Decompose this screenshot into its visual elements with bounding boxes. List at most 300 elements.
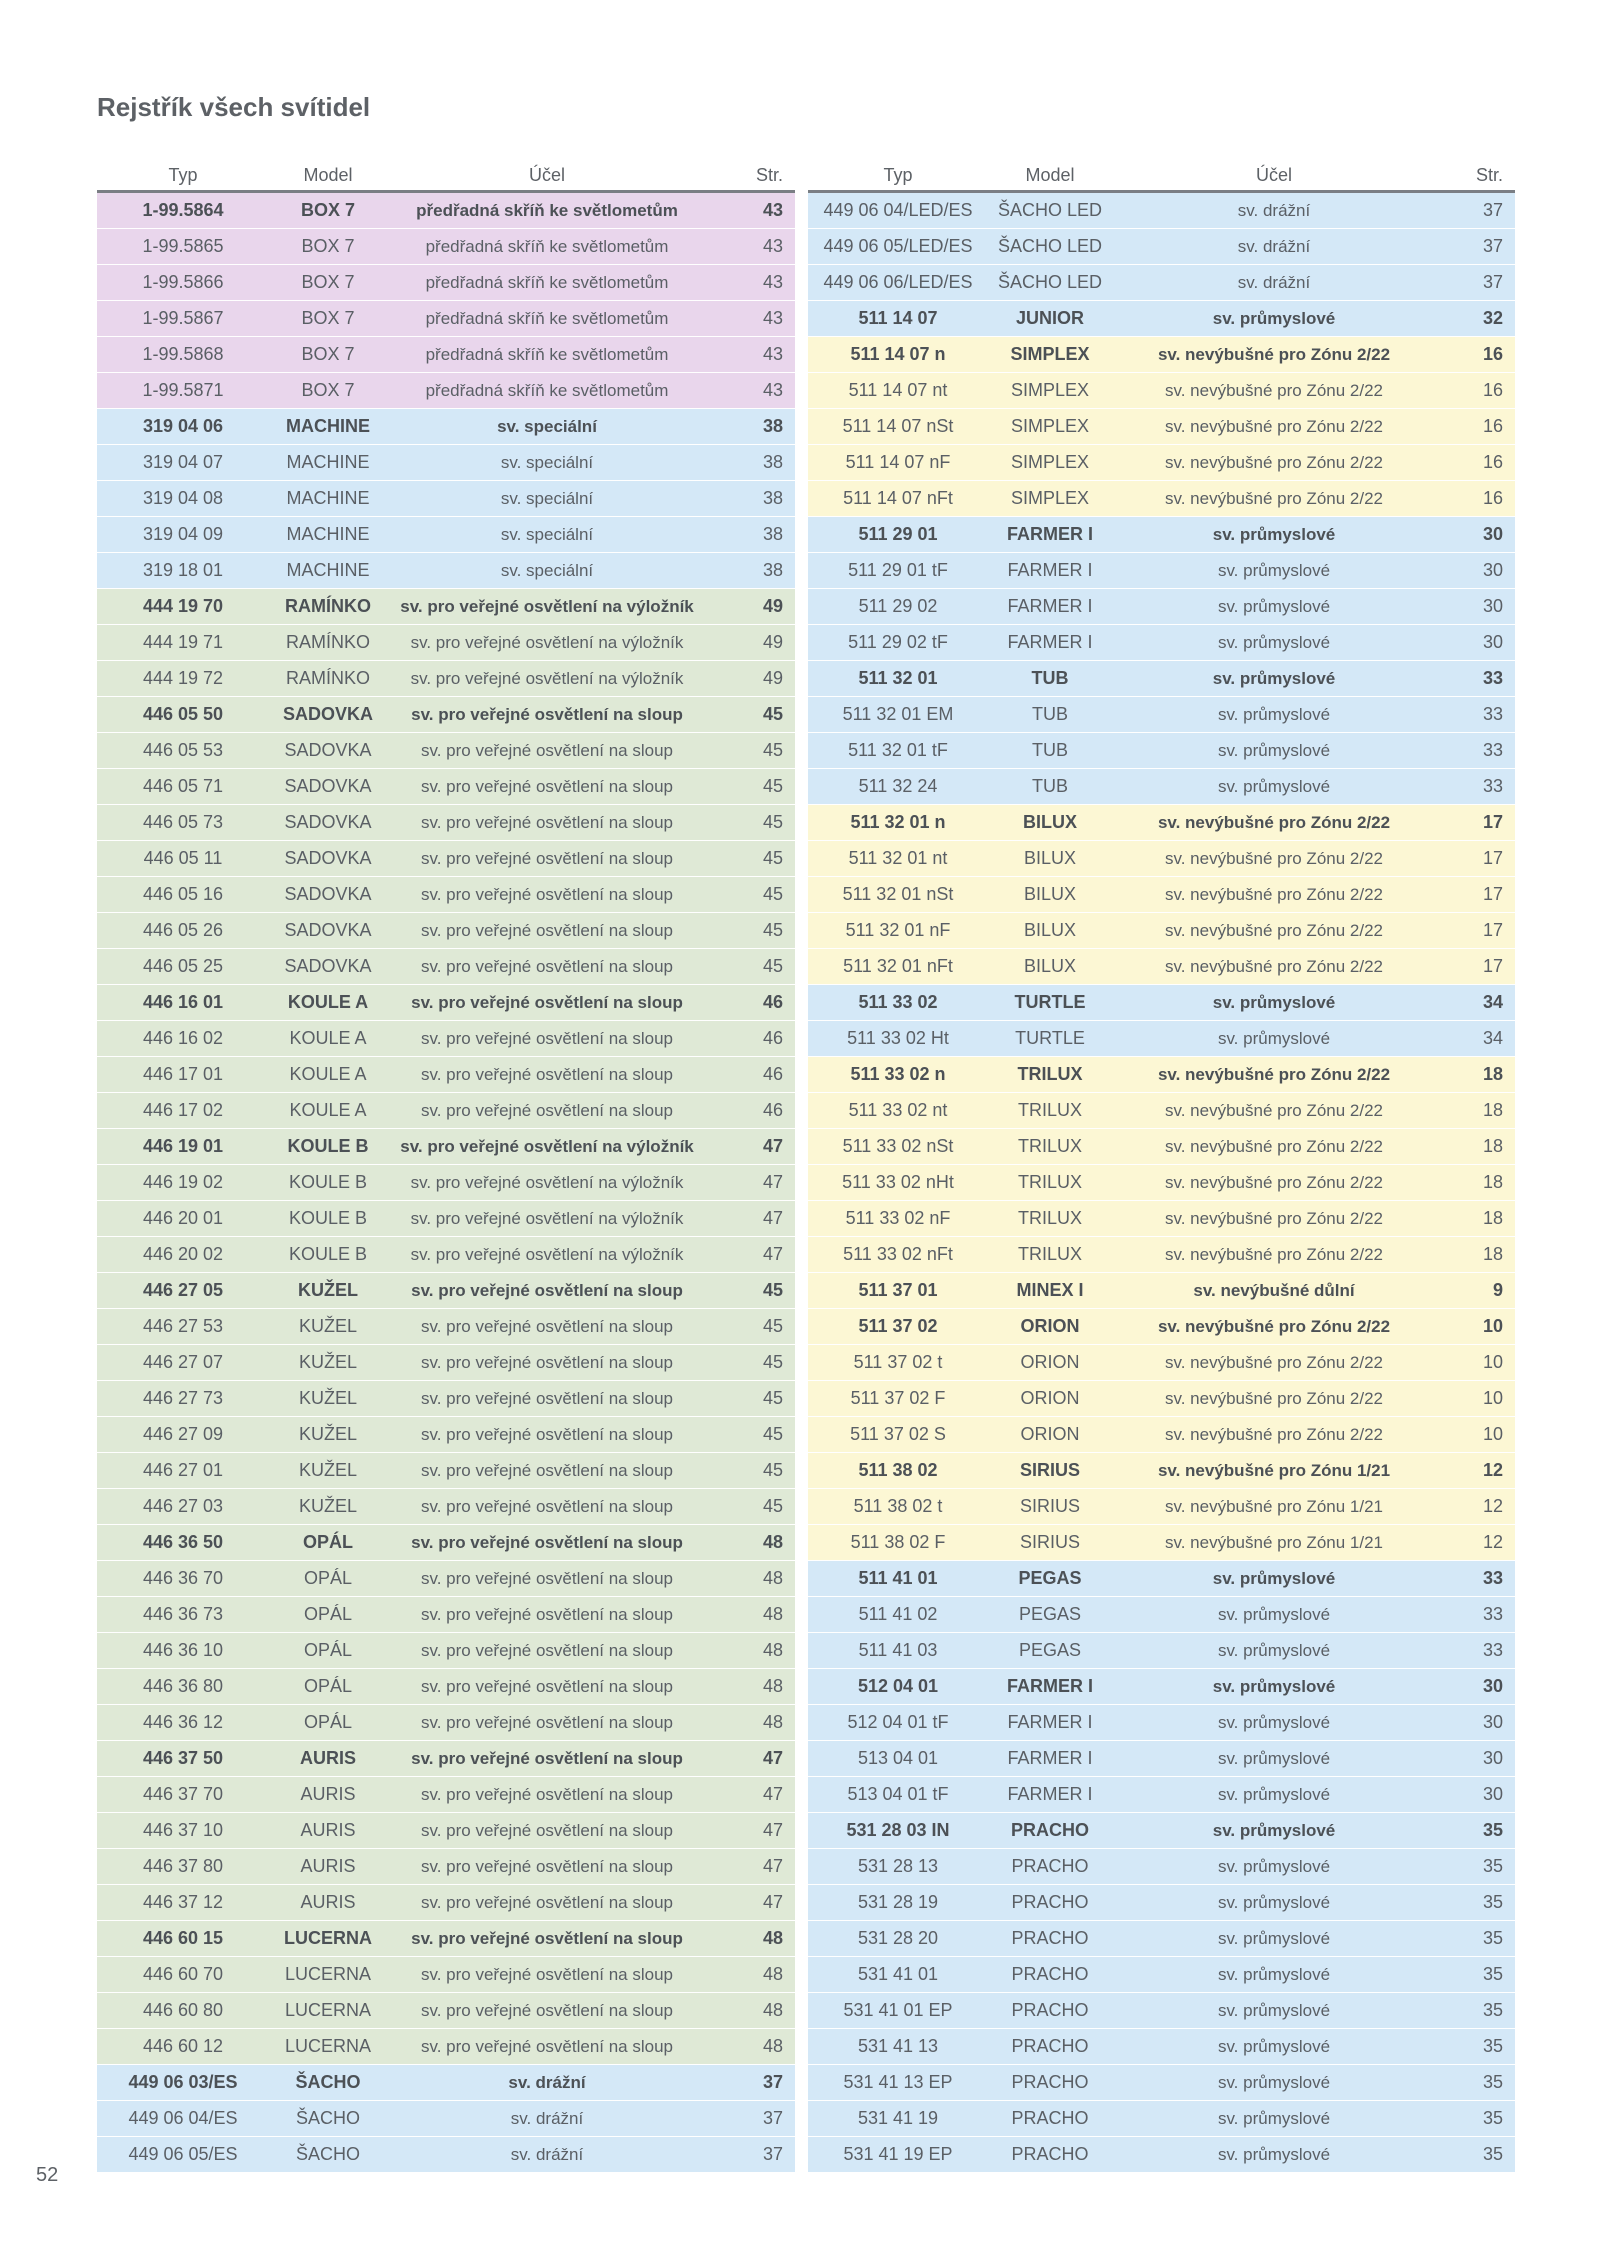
table-row — [808, 1561, 1515, 1597]
cell-str: 33 — [1436, 1597, 1515, 1633]
table-row — [808, 301, 1515, 337]
table-row — [97, 192, 795, 229]
cell-str: 35 — [1436, 1813, 1515, 1849]
table-row — [97, 337, 795, 373]
cell-model: BILUX — [988, 913, 1112, 949]
cell-ucel: sv. pro veřejné osvětlení na sloup — [387, 1093, 707, 1129]
cell-str: 17 — [1436, 805, 1515, 841]
cell-ucel: sv. drážní — [387, 2137, 707, 2173]
cell-typ: 511 14 07 nFt — [808, 481, 988, 517]
cell-model: PRACHO — [988, 1849, 1112, 1885]
cell-model: ORION — [988, 1309, 1112, 1345]
table-row — [808, 1633, 1515, 1669]
cell-model: TURTLE — [988, 1021, 1112, 1057]
table-row — [97, 409, 795, 445]
cell-typ: 511 33 02 nSt — [808, 1129, 988, 1165]
cell-str: 10 — [1436, 1417, 1515, 1453]
cell-typ: 449 06 04/LED/ES — [808, 192, 988, 229]
table-row — [97, 229, 795, 265]
cell-str: 34 — [1436, 1021, 1515, 1057]
cell-ucel: sv. pro veřejné osvětlení na sloup — [387, 1489, 707, 1525]
table-row — [808, 1093, 1515, 1129]
cell-ucel: sv. nevýbušné pro Zónu 2/22 — [1112, 913, 1436, 949]
page-number: 52 — [36, 2164, 59, 2186]
cell-typ: 531 41 13 — [808, 2029, 988, 2065]
cell-str: 47 — [707, 1201, 795, 1237]
cell-ucel: sv. průmyslové — [1112, 625, 1436, 661]
cell-str: 46 — [707, 1093, 795, 1129]
cell-ucel: sv. pro veřejné osvětlení na sloup — [387, 1813, 707, 1849]
cell-str: 18 — [1436, 1201, 1515, 1237]
cell-str: 18 — [1436, 1093, 1515, 1129]
cell-typ: 446 27 09 — [97, 1417, 269, 1453]
table-row — [97, 1957, 795, 1993]
table-row — [808, 229, 1515, 265]
cell-ucel: sv. průmyslové — [1112, 1633, 1436, 1669]
table-row — [808, 517, 1515, 553]
cell-str: 48 — [707, 1921, 795, 1957]
cell-ucel: sv. nevýbušné pro Zónu 2/22 — [1112, 337, 1436, 373]
cell-model: AURIS — [269, 1813, 387, 1849]
cell-str: 17 — [1436, 949, 1515, 985]
cell-typ: 449 06 05/LED/ES — [808, 229, 988, 265]
cell-ucel: sv. nevýbušné pro Zónu 2/22 — [1112, 841, 1436, 877]
cell-typ: 511 14 07 nSt — [808, 409, 988, 445]
cell-model: KUŽEL — [269, 1309, 387, 1345]
cell-ucel: sv. průmyslové — [1112, 1813, 1436, 1849]
cell-ucel: sv. průmyslové — [1112, 2137, 1436, 2173]
cell-ucel: sv. pro veřejné osvětlení na sloup — [387, 1057, 707, 1093]
cell-typ: 446 05 71 — [97, 769, 269, 805]
table-row — [808, 661, 1515, 697]
table-row — [97, 1381, 795, 1417]
cell-ucel: sv. průmyslové — [1112, 2029, 1436, 2065]
table-row — [97, 697, 795, 733]
table-row — [97, 589, 795, 625]
cell-str: 48 — [707, 1597, 795, 1633]
cell-model: KUŽEL — [269, 1453, 387, 1489]
cell-typ: 446 37 80 — [97, 1849, 269, 1885]
cell-model: BILUX — [988, 841, 1112, 877]
cell-str: 45 — [707, 949, 795, 985]
cell-typ: 511 33 02 nFt — [808, 1237, 988, 1273]
cell-typ: 531 28 13 — [808, 1849, 988, 1885]
cell-typ: 512 04 01 — [808, 1669, 988, 1705]
cell-str: 16 — [1436, 445, 1515, 481]
cell-str: 45 — [707, 1309, 795, 1345]
cell-model: SADOVKA — [269, 697, 387, 733]
cell-ucel: sv. pro veřejné osvětlení na sloup — [387, 1705, 707, 1741]
cell-model: TRILUX — [988, 1165, 1112, 1201]
cell-model: SIMPLEX — [988, 337, 1112, 373]
table-row — [808, 481, 1515, 517]
cell-model: ŠACHO — [269, 2101, 387, 2137]
cell-typ: 446 05 73 — [97, 805, 269, 841]
cell-str: 35 — [1436, 2137, 1515, 2173]
cell-ucel: sv. průmyslové — [1112, 661, 1436, 697]
cell-ucel: sv. nevýbušné pro Zónu 2/22 — [1112, 1237, 1436, 1273]
table-row — [97, 1705, 795, 1741]
cell-typ: 511 14 07 nF — [808, 445, 988, 481]
cell-ucel: sv. nevýbušné pro Zónu 2/22 — [1112, 1309, 1436, 1345]
cell-str: 33 — [1436, 697, 1515, 733]
cell-typ: 511 32 01 nt — [808, 841, 988, 877]
cell-ucel: sv. pro veřejné osvětlení na sloup — [387, 1633, 707, 1669]
header-model: Model — [269, 152, 387, 192]
cell-ucel: sv. pro veřejné osvětlení na sloup — [387, 1849, 707, 1885]
cell-typ: 446 60 12 — [97, 2029, 269, 2065]
table-row — [97, 2101, 795, 2137]
cell-ucel: sv. průmyslové — [1112, 697, 1436, 733]
cell-str: 34 — [1436, 985, 1515, 1021]
table-row — [97, 265, 795, 301]
header-typ: Typ — [808, 152, 988, 192]
cell-str: 48 — [707, 1993, 795, 2029]
cell-ucel: sv. pro veřejné osvětlení na výložník — [387, 1165, 707, 1201]
cell-str: 48 — [707, 1525, 795, 1561]
cell-model: AURIS — [269, 1849, 387, 1885]
cell-ucel: předřadná skříň ke světlometům — [387, 192, 707, 229]
cell-typ: 446 37 70 — [97, 1777, 269, 1813]
cell-model: FARMER I — [988, 553, 1112, 589]
cell-str: 45 — [707, 805, 795, 841]
table-row — [808, 769, 1515, 805]
cell-str: 45 — [707, 1453, 795, 1489]
cell-typ: 1-99.5864 — [97, 192, 269, 229]
cell-str: 45 — [707, 1273, 795, 1309]
cell-typ: 511 38 02 t — [808, 1489, 988, 1525]
cell-typ: 446 36 12 — [97, 1705, 269, 1741]
cell-ucel: sv. pro veřejné osvětlení na sloup — [387, 769, 707, 805]
cell-model: ŠACHO LED — [988, 192, 1112, 229]
cell-model: KOULE B — [269, 1237, 387, 1273]
cell-model: FARMER I — [988, 1777, 1112, 1813]
cell-ucel: sv. pro veřejné osvětlení na výložník — [387, 589, 707, 625]
table-row — [97, 949, 795, 985]
table-row — [97, 661, 795, 697]
cell-typ: 319 04 07 — [97, 445, 269, 481]
cell-model: SADOVKA — [269, 769, 387, 805]
cell-ucel: sv. pro veřejné osvětlení na výložník — [387, 661, 707, 697]
cell-str: 10 — [1436, 1309, 1515, 1345]
cell-ucel: sv. průmyslové — [1112, 1741, 1436, 1777]
cell-model: ŠACHO — [269, 2065, 387, 2101]
cell-typ: 446 27 01 — [97, 1453, 269, 1489]
cell-ucel: sv. drážní — [1112, 265, 1436, 301]
cell-str: 32 — [1436, 301, 1515, 337]
cell-typ: 446 05 50 — [97, 697, 269, 733]
cell-typ: 511 41 02 — [808, 1597, 988, 1633]
cell-str: 37 — [1436, 192, 1515, 229]
cell-model: SIMPLEX — [988, 409, 1112, 445]
cell-ucel: sv. speciální — [387, 445, 707, 481]
cell-model: TUB — [988, 733, 1112, 769]
cell-typ: 446 27 53 — [97, 1309, 269, 1345]
cell-model: RAMÍNKO — [269, 661, 387, 697]
cell-str: 43 — [707, 301, 795, 337]
cell-model: BOX 7 — [269, 265, 387, 301]
cell-ucel: sv. průmyslové — [1112, 589, 1436, 625]
cell-ucel: předřadná skříň ke světlometům — [387, 265, 707, 301]
cell-ucel: sv. pro veřejné osvětlení na výložník — [387, 1237, 707, 1273]
cell-model: MACHINE — [269, 517, 387, 553]
table-row — [97, 913, 795, 949]
cell-model: SADOVKA — [269, 877, 387, 913]
cell-str: 49 — [707, 589, 795, 625]
table-row — [97, 1093, 795, 1129]
cell-str: 18 — [1436, 1237, 1515, 1273]
cell-model: TRILUX — [988, 1237, 1112, 1273]
cell-typ: 531 41 13 EP — [808, 2065, 988, 2101]
cell-str: 35 — [1436, 2029, 1515, 2065]
cell-str: 45 — [707, 733, 795, 769]
cell-model: TRILUX — [988, 1093, 1112, 1129]
table-row — [808, 1741, 1515, 1777]
cell-ucel: sv. nevýbušné důlní — [1112, 1273, 1436, 1309]
cell-typ: 1-99.5871 — [97, 373, 269, 409]
cell-str: 48 — [707, 1561, 795, 1597]
cell-str: 38 — [707, 553, 795, 589]
cell-str: 37 — [1436, 229, 1515, 265]
cell-model: KOULE A — [269, 1021, 387, 1057]
cell-ucel: sv. pro veřejné osvětlení na sloup — [387, 877, 707, 913]
cell-model: FARMER I — [988, 517, 1112, 553]
cell-str: 38 — [707, 409, 795, 445]
cell-typ: 511 32 01 EM — [808, 697, 988, 733]
cell-model: PRACHO — [988, 1993, 1112, 2029]
header-ucel: Účel — [1112, 152, 1436, 192]
header-typ: Typ — [97, 152, 269, 192]
table-row — [97, 553, 795, 589]
cell-ucel: sv. pro veřejné osvětlení na sloup — [387, 1993, 707, 2029]
cell-ucel: sv. drážní — [1112, 192, 1436, 229]
cell-model: SADOVKA — [269, 733, 387, 769]
cell-ucel: sv. nevýbušné pro Zónu 2/22 — [1112, 1417, 1436, 1453]
cell-model: PRACHO — [988, 1885, 1112, 1921]
cell-typ: 446 27 05 — [97, 1273, 269, 1309]
cell-typ: 319 04 09 — [97, 517, 269, 553]
cell-str: 47 — [707, 1777, 795, 1813]
cell-ucel: sv. speciální — [387, 553, 707, 589]
table-row — [97, 877, 795, 913]
table-row — [97, 1453, 795, 1489]
table-row — [97, 1021, 795, 1057]
cell-str: 30 — [1436, 1705, 1515, 1741]
cell-model: MACHINE — [269, 481, 387, 517]
cell-str: 18 — [1436, 1057, 1515, 1093]
table-row — [808, 1777, 1515, 1813]
index-table-right — [808, 152, 1515, 2173]
cell-typ: 513 04 01 tF — [808, 1777, 988, 1813]
cell-ucel: sv. pro veřejné osvětlení na sloup — [387, 1957, 707, 1993]
cell-ucel: sv. nevýbušné pro Zónu 2/22 — [1112, 373, 1436, 409]
table-row — [808, 877, 1515, 913]
table-row — [97, 1777, 795, 1813]
cell-str: 48 — [707, 1633, 795, 1669]
cell-model: FARMER I — [988, 625, 1112, 661]
cell-ucel: sv. pro veřejné osvětlení na sloup — [387, 1885, 707, 1921]
cell-model: TURTLE — [988, 985, 1112, 1021]
cell-model: TUB — [988, 769, 1112, 805]
cell-typ: 446 27 73 — [97, 1381, 269, 1417]
cell-str: 43 — [707, 373, 795, 409]
cell-typ: 446 05 16 — [97, 877, 269, 913]
cell-ucel: sv. průmyslové — [1112, 301, 1436, 337]
cell-str: 9 — [1436, 1273, 1515, 1309]
cell-ucel: sv. nevýbušné pro Zónu 2/22 — [1112, 805, 1436, 841]
cell-ucel: sv. pro veřejné osvětlení na sloup — [387, 1453, 707, 1489]
cell-model: PEGAS — [988, 1561, 1112, 1597]
table-row — [808, 1273, 1515, 1309]
cell-typ: 511 37 02 F — [808, 1381, 988, 1417]
cell-model: KUŽEL — [269, 1417, 387, 1453]
cell-ucel: sv. pro veřejné osvětlení na sloup — [387, 1921, 707, 1957]
cell-ucel: sv. drážní — [1112, 229, 1436, 265]
cell-typ: 446 36 10 — [97, 1633, 269, 1669]
cell-model: ORION — [988, 1345, 1112, 1381]
table-row — [808, 2029, 1515, 2065]
cell-model: TRILUX — [988, 1129, 1112, 1165]
cell-str: 47 — [707, 1165, 795, 1201]
cell-str: 47 — [707, 1129, 795, 1165]
cell-typ: 511 33 02 nHt — [808, 1165, 988, 1201]
table-row — [97, 985, 795, 1021]
cell-ucel: sv. pro veřejné osvětlení na sloup — [387, 805, 707, 841]
cell-model: KUŽEL — [269, 1273, 387, 1309]
table-row — [808, 1885, 1515, 1921]
cell-typ: 1-99.5865 — [97, 229, 269, 265]
table-row — [808, 1453, 1515, 1489]
cell-typ: 446 37 12 — [97, 1885, 269, 1921]
cell-model: AURIS — [269, 1741, 387, 1777]
table-row — [808, 1237, 1515, 1273]
cell-ucel: sv. speciální — [387, 517, 707, 553]
cell-typ: 511 32 01 nSt — [808, 877, 988, 913]
cell-ucel: sv. průmyslové — [1112, 1921, 1436, 1957]
cell-ucel: sv. průmyslové — [1112, 2065, 1436, 2101]
cell-typ: 446 60 70 — [97, 1957, 269, 1993]
cell-typ: 446 05 26 — [97, 913, 269, 949]
cell-typ: 511 32 01 — [808, 661, 988, 697]
cell-str: 45 — [707, 1489, 795, 1525]
cell-typ: 446 27 03 — [97, 1489, 269, 1525]
cell-str: 17 — [1436, 913, 1515, 949]
cell-ucel: sv. pro veřejné osvětlení na sloup — [387, 733, 707, 769]
header-str: Str. — [1436, 152, 1515, 192]
cell-model: ORION — [988, 1417, 1112, 1453]
table-row — [808, 2065, 1515, 2101]
cell-model: ŠACHO — [269, 2137, 387, 2173]
cell-ucel: předřadná skříň ke světlometům — [387, 229, 707, 265]
cell-ucel: sv. průmyslové — [1112, 1993, 1436, 2029]
cell-typ: 446 37 10 — [97, 1813, 269, 1849]
cell-typ: 531 28 19 — [808, 1885, 988, 1921]
table-row — [97, 301, 795, 337]
cell-model: TUB — [988, 697, 1112, 733]
cell-str: 46 — [707, 1021, 795, 1057]
cell-str: 30 — [1436, 589, 1515, 625]
cell-ucel: sv. nevýbušné pro Zónu 2/22 — [1112, 409, 1436, 445]
table-row — [808, 265, 1515, 301]
cell-str: 35 — [1436, 1885, 1515, 1921]
cell-typ: 319 18 01 — [97, 553, 269, 589]
cell-ucel: sv. nevýbušné pro Zónu 2/22 — [1112, 1057, 1436, 1093]
table-row — [808, 1489, 1515, 1525]
cell-ucel: sv. pro veřejné osvětlení na sloup — [387, 1021, 707, 1057]
cell-str: 33 — [1436, 1633, 1515, 1669]
cell-typ: 446 36 73 — [97, 1597, 269, 1633]
table-row — [808, 1129, 1515, 1165]
cell-typ: 511 29 02 tF — [808, 625, 988, 661]
cell-str: 46 — [707, 1057, 795, 1093]
cell-model: SIMPLEX — [988, 481, 1112, 517]
cell-model: SIRIUS — [988, 1525, 1112, 1561]
table-row — [97, 2137, 795, 2173]
cell-model: FARMER I — [988, 589, 1112, 625]
cell-typ: 511 33 02 nF — [808, 1201, 988, 1237]
cell-typ: 511 32 01 tF — [808, 733, 988, 769]
table-row — [808, 409, 1515, 445]
cell-ucel: sv. pro veřejné osvětlení na sloup — [387, 1525, 707, 1561]
cell-model: PRACHO — [988, 2101, 1112, 2137]
cell-model: FARMER I — [988, 1705, 1112, 1741]
cell-model: PRACHO — [988, 1813, 1112, 1849]
cell-str: 38 — [707, 481, 795, 517]
cell-str: 35 — [1436, 2101, 1515, 2137]
cell-typ: 446 05 11 — [97, 841, 269, 877]
cell-typ: 511 33 02 n — [808, 1057, 988, 1093]
cell-ucel: sv. průmyslové — [1112, 1885, 1436, 1921]
cell-typ: 513 04 01 — [808, 1741, 988, 1777]
cell-model: SIMPLEX — [988, 373, 1112, 409]
table-row — [97, 625, 795, 661]
cell-ucel: sv. speciální — [387, 409, 707, 445]
cell-str: 46 — [707, 985, 795, 1021]
cell-model: KUŽEL — [269, 1489, 387, 1525]
cell-str: 30 — [1436, 1777, 1515, 1813]
cell-str: 45 — [707, 769, 795, 805]
cell-str: 48 — [707, 1705, 795, 1741]
cell-typ: 446 20 01 — [97, 1201, 269, 1237]
cell-typ: 446 60 80 — [97, 1993, 269, 2029]
cell-str: 45 — [707, 913, 795, 949]
cell-model: SIRIUS — [988, 1489, 1112, 1525]
cell-ucel: sv. pro veřejné osvětlení na výložník — [387, 1201, 707, 1237]
table-row — [97, 373, 795, 409]
cell-str: 37 — [1436, 265, 1515, 301]
cell-str: 37 — [707, 2065, 795, 2101]
cell-ucel: sv. nevýbušné pro Zónu 2/22 — [1112, 1129, 1436, 1165]
cell-typ: 511 29 02 — [808, 589, 988, 625]
cell-model: LUCERNA — [269, 1957, 387, 1993]
cell-model: TUB — [988, 661, 1112, 697]
cell-model: MACHINE — [269, 409, 387, 445]
cell-model: MACHINE — [269, 445, 387, 481]
header-model: Model — [988, 152, 1112, 192]
cell-typ: 446 36 50 — [97, 1525, 269, 1561]
cell-typ: 511 38 02 — [808, 1453, 988, 1489]
cell-model: KOULE A — [269, 1093, 387, 1129]
cell-ucel: sv. nevýbušné pro Zónu 2/22 — [1112, 877, 1436, 913]
table-row — [97, 2065, 795, 2101]
cell-str: 43 — [707, 265, 795, 301]
cell-str: 35 — [1436, 1921, 1515, 1957]
cell-model: SIMPLEX — [988, 445, 1112, 481]
cell-ucel: sv. pro veřejné osvětlení na sloup — [387, 1381, 707, 1417]
cell-typ: 511 37 02 S — [808, 1417, 988, 1453]
cell-str: 33 — [1436, 769, 1515, 805]
table-row — [808, 2101, 1515, 2137]
